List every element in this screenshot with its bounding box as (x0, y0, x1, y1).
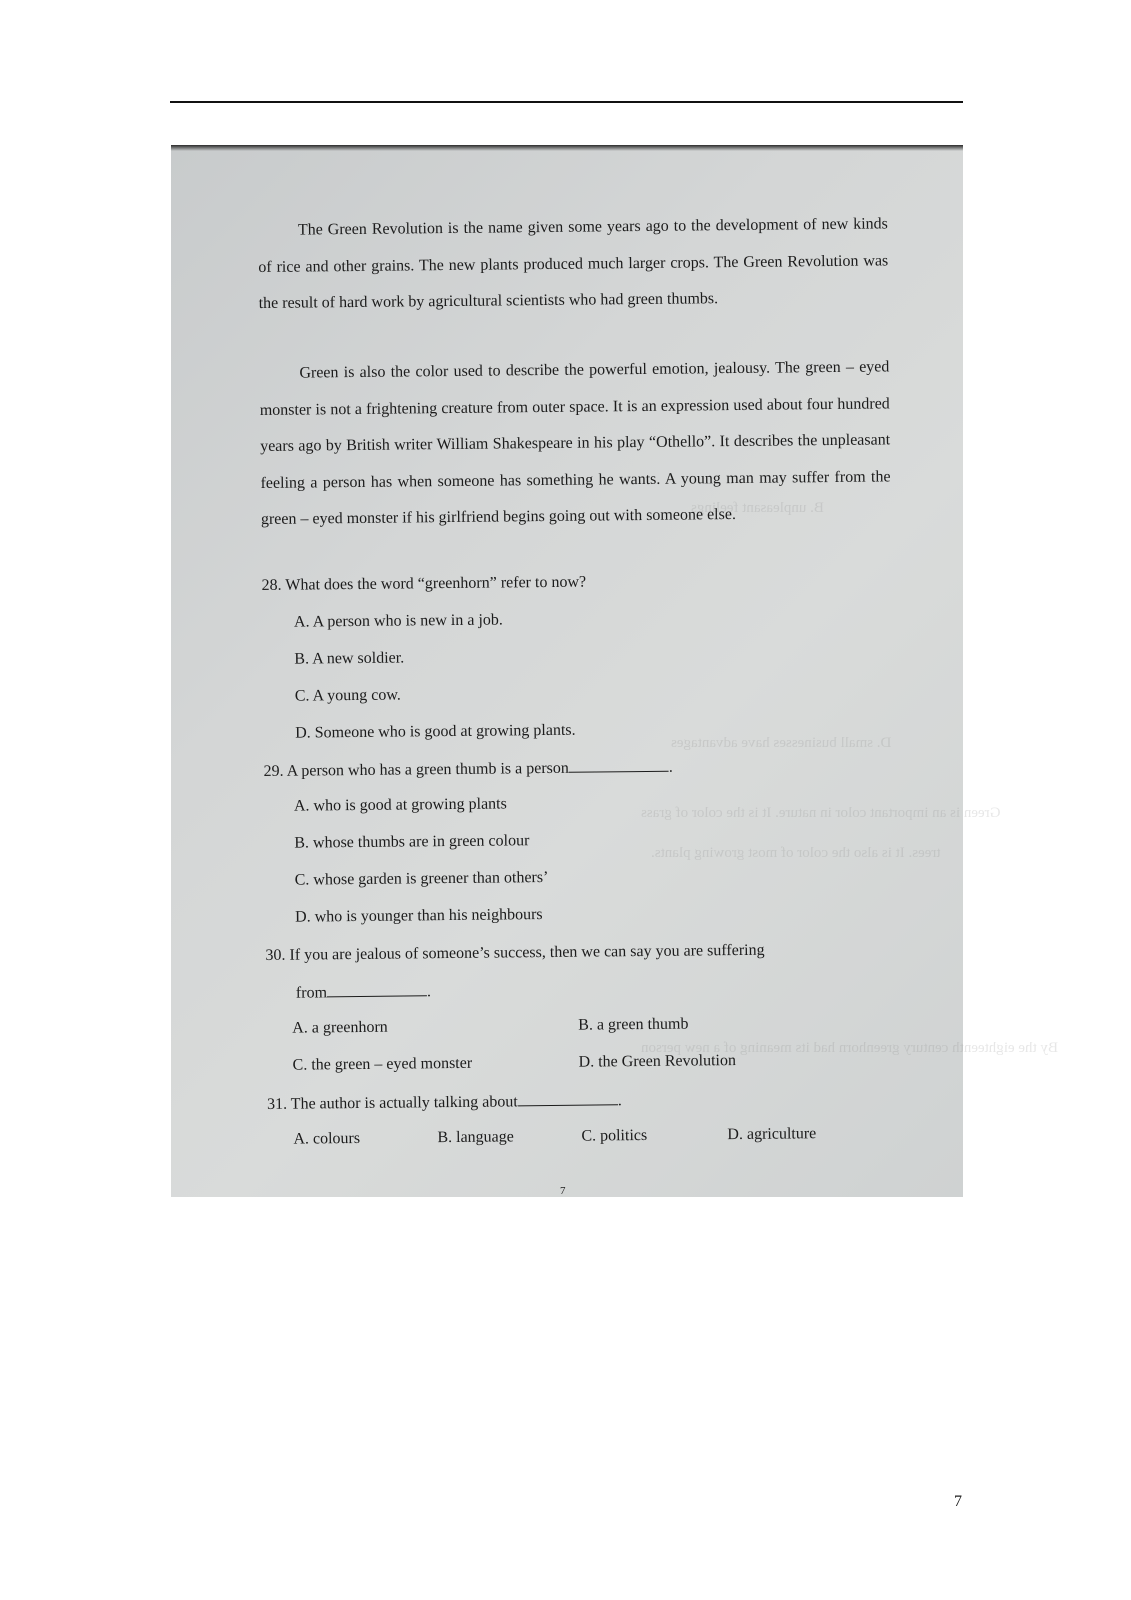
question-30-option-b: B. a green thumb (578, 1015, 689, 1034)
bleed-through-text: B. unpleasant feelings (691, 500, 824, 516)
question-29-stem: 29. A person who has a green thumb is a person (263, 759, 569, 780)
question-31-option-b: B. language (437, 1128, 514, 1147)
question-28-option-b: B. A new soldier. (294, 649, 405, 668)
answer-blank (327, 981, 427, 997)
question-29 (263, 757, 672, 781)
question-28-option-d: D. Someone who is good at growing plants. (295, 721, 576, 742)
answer-blank (518, 1090, 618, 1106)
passage-paragraph-2 (259, 349, 891, 538)
question-30-stem-line-2 (296, 981, 431, 1002)
question-31 (267, 1090, 622, 1114)
question-31-option-d: D. agriculture (727, 1125, 817, 1144)
page-number: 7 (954, 1493, 962, 1510)
question-30-stem-2: from (295, 984, 328, 1002)
header-rule (170, 101, 963, 103)
question-29-option-d: D. who is younger than his neighbours (294, 906, 543, 926)
bleed-through-text: By the eighteenth century greenhorn had its meaning of a new person (641, 1040, 1058, 1056)
answer-blank (569, 757, 669, 773)
exam-sheet (257, 138, 908, 1197)
passage-paragraph-2-text: Green is also the color used to describe the powerful emotion, jealousy. The green – eyed monster is not a frightening creature from outer space. It is an expression used about four hundred years ago by British writer William Shakespeare in his play “Othello”. It describes the unpleasant feeling a person has when someone has something he wants. A young man may suffer from the green – eyed monster if his girlfriend begins going out with someone else. (259, 358, 891, 528)
question-29-option-c: C. whose garden is greener than others’ (294, 868, 549, 889)
question-29-end: . (668, 758, 673, 776)
question-30-stem: 30. If you are jealous of someone’s success, then we can say you are suffering (265, 941, 765, 964)
question-28-stem: 28. What does the word “greenhorn” refer to now? (261, 573, 587, 594)
question-30-end: . (426, 983, 432, 1001)
question-30-option-c: C. the green – eyed monster (292, 1054, 473, 1074)
question-29-option-a: A. who is good at growing plants (293, 795, 507, 815)
question-31-end: . (617, 1092, 622, 1110)
question-30-option-d: D. the Green Revolution (578, 1052, 736, 1071)
question-30-option-a: A. a greenhorn (292, 1018, 388, 1037)
bleed-through-text: trees. It is also the color of most growing plants. (651, 845, 941, 861)
bleed-through-text: D. small businesses have advantages (671, 735, 892, 751)
question-28-option-a: A. A person who is new in a job. (293, 611, 503, 631)
question-28-option-c: C. A young cow. (294, 686, 401, 705)
question-31-option-a: A. colours (293, 1129, 361, 1148)
passage-paragraph-1 (258, 206, 889, 322)
passage-paragraph-1-text: The Green Revolution is the name given some years ago to the development of new kinds of rice and other grains. The new plants produced much larger crops. The Green Revolution was the result of hard work by agricultural scientists who had green thumbs. (258, 215, 889, 312)
question-31-stem: 31. The author is actually talking about (266, 1093, 518, 1113)
inner-page-number: 7 (560, 1185, 566, 1197)
question-31-option-c: C. politics (581, 1126, 648, 1145)
bleed-through-text: Green is an important color in nature. It is the color of grass (641, 805, 1001, 821)
scanned-photo (171, 145, 1058, 1197)
question-29-option-b: B. whose thumbs are in green colour (294, 832, 530, 852)
